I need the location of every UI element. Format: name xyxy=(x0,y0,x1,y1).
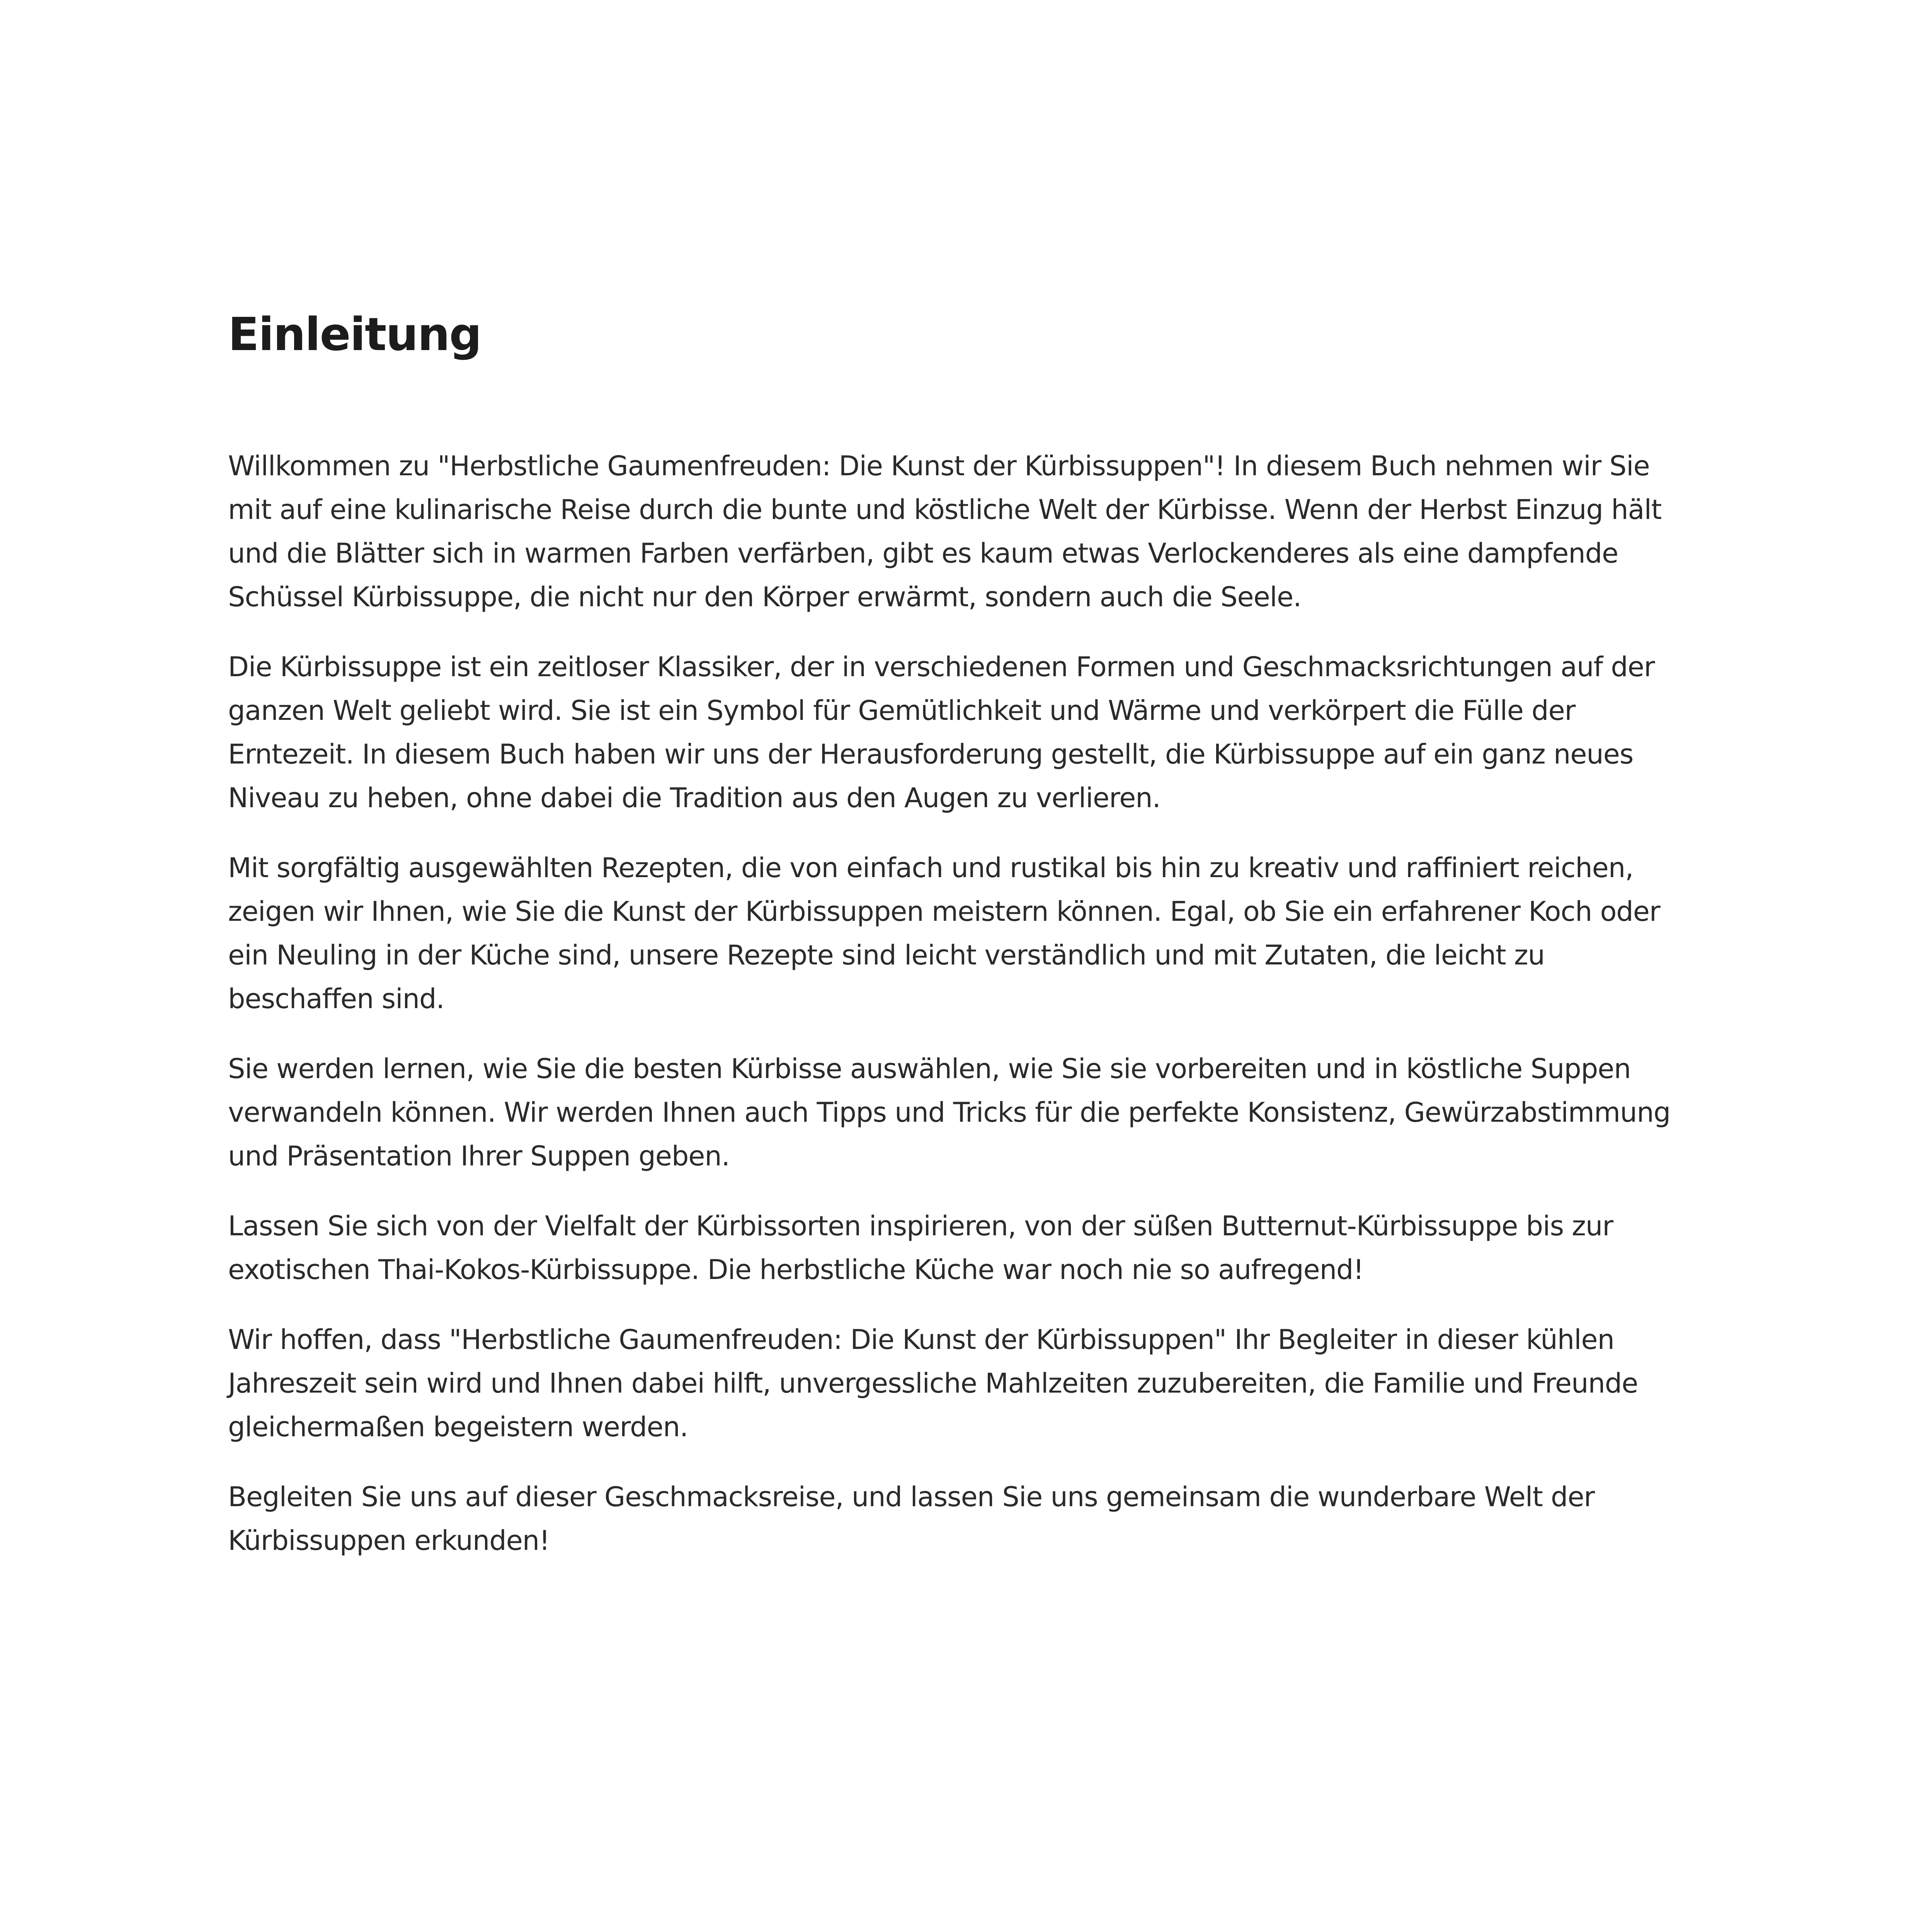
paragraph-6: Wir hoffen, dass "Herbstliche Gaumenfreuden: Die Kunst der Kürbissuppen" Ihr Begleiter in dieser kühlen Jahreszeit sein wird und Ihnen dabei hilft, unvergessliche Mahlzeiten zuzubereiten, die Familie und Freunde gleichermaßen begeistern werden. xyxy=(228,1324,1638,1443)
paragraph-4: Sie werden lernen, wie Sie die besten Kürbisse auswählen, wie Sie sie vorbereiten und in köstliche Suppen verwandeln können. Wir werden Ihnen auch Tipps und Tricks für die perfekte Konsistenz, Gewürzabstimmung und Präsentation Ihrer Suppen geben. xyxy=(228,1053,1671,1172)
section-heading: Einleitung xyxy=(228,308,481,361)
paragraph-1: Willkommen zu "Herbstliche Gaumenfreuden: Die Kunst der Kürbissuppen"! In diesem Buch nehmen wir Sie mit auf eine kulinarische Reise durch die bunte und köstliche Welt der Kürbisse. Wenn der Herbst Einzug hält und die Blätter sich in warmen Farben verfärben, gibt es kaum etwas Verlockenderes als eine dampfende Schüssel Kürbissuppe, die nicht nur den Körper erwärmt, sondern auch die Seele. xyxy=(228,450,1662,613)
body-text xyxy=(228,444,1696,1589)
paragraph-7: Begleiten Sie uns auf dieser Geschmacksreise, und lassen Sie uns gemeinsam die wunderbare Welt der Kürbissuppen erkunden! xyxy=(228,1481,1595,1556)
paragraph-2: Die Kürbissuppe ist ein zeitloser Klassiker, der in verschiedenen Formen und Geschmacksrichtungen auf der ganzen Welt geliebt wird. Sie ist ein Symbol für Gemütlichkeit und Wärme und verkörpert die Fülle der Erntezeit. In diesem Buch haben wir uns der Herausforderung gestellt, die Kürbissuppe auf ein ganz neues Niveau zu heben, ohne dabei die Tradition aus den Augen zu verlieren. xyxy=(228,651,1655,814)
paragraph-5: Lassen Sie sich von der Vielfalt der Kürbissorten inspirieren, von der süßen Butternut-Kürbissuppe bis zur exotischen Thai-Kokos-Kürbissuppe. Die herbstliche Küche war noch nie so aufregend! xyxy=(228,1210,1613,1286)
paragraph-3: Mit sorgfältig ausgewählten Rezepten, die von einfach und rustikal bis hin zu kreativ und raffiniert reichen, zeigen wir Ihnen, wie Sie die Kunst der Kürbissuppen meistern können. Egal, ob Sie ein erfahrener Koch oder ein Neuling in der Küche sind, unsere Rezepte sind leicht verständlich und mit Zutaten, die leicht zu beschaffen sind. xyxy=(228,852,1660,1015)
